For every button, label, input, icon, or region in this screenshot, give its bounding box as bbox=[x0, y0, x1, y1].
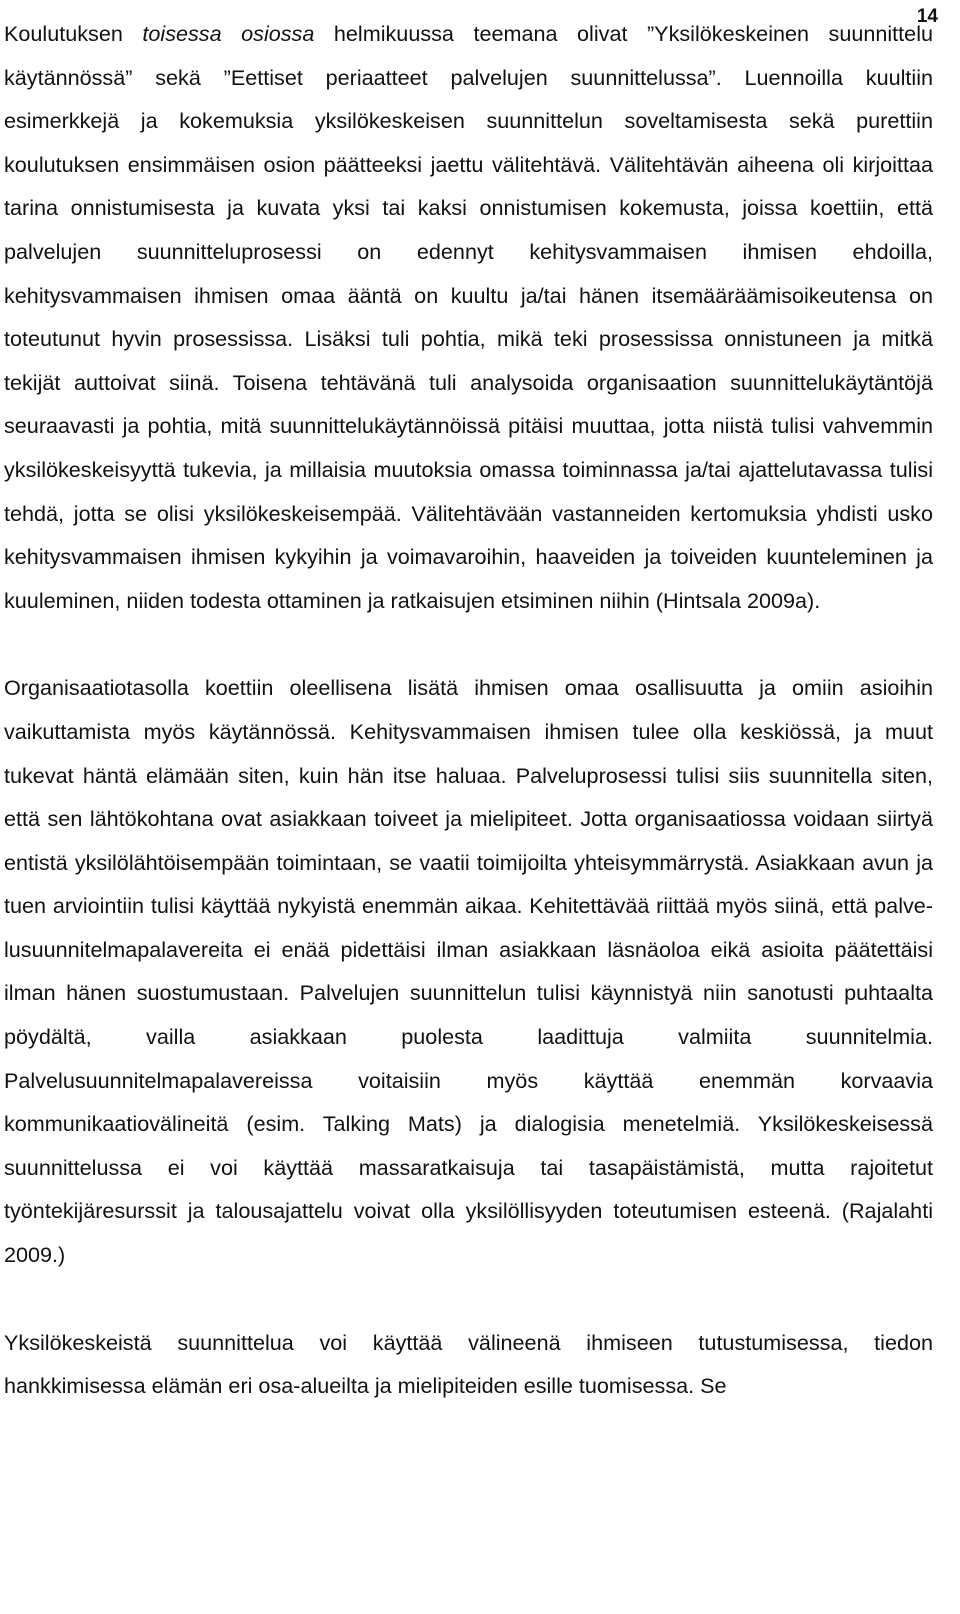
paragraph-1-emphasis: toisessa osiossa bbox=[142, 21, 315, 46]
paragraph-3: Yksilökeskeistä suunnittelua voi käyttää välineenä ihmiseen tutustumisessa, tiedon hankkimisessa elämän eri osa-alueilta ja mielipiteiden esille tuomisessa. Se bbox=[4, 1329, 933, 1399]
paragraph-1-body: helmikuussa teemana olivat ”Yksilökeskeinen suunnittelu käytännössä” sekä ”Eettiset periaatteet palvelujen suunnittelussa”. Luennoilla kuultiin esimerkkejä ja kokemuksia yksilökeskeisen suunnittelun soveltamisesta sekä purettiin koulutuksen ensimmäisen osion päätteeksi jaettu välitehtävä. Välitehtävän aiheena oli kirjoittaa tarina onnistumisesta ja kuvata yksi tai kaksi onnistumisen kokemusta, joissa koettiin, että palvelujen suunnitteluprosessi on edennyt kehitysvammaisen ihmisen ehdoilla, kehitysvammaisen ihmisen omaa ääntä on kuultu ja/tai hänen itsemääräämisoikeutensa on toteutunut hyvin prosessissa. Lisäksi tuli pohtia, mikä teki prosessissa onnistuneen ja mitkä tekijät auttoivat siinä. Toisena tehtävänä tuli analysoida organisaation suunnittelukäytäntöjä seuraavasti ja pohtia, mitä suunnittelukäytännöissä pitäisi muuttaa, jotta niistä tulisi vahvemmin yksilökeskeisyyttä tukevia, ja millaisia muutoksia omassa toiminnassa ja/tai ajattelutavassa tulisi tehdä, jotta se olisi yksilökeskeisempää. Välitehtävään vastanneiden kertomuksia yhdisti usko kehitysvammaisen ihmisen kykyihin ja voimavaroihin, haaveiden ja toiveiden kuunteleminen ja kuuleminen, niiden todesta ottaminen ja ratkaisujen etsiminen niihin (Hintsala 2009a). bbox=[4, 21, 934, 613]
paragraph-1-intro: Koulutuksen bbox=[4, 21, 143, 46]
paragraph-gap bbox=[4, 1277, 933, 1321]
paragraph-gap bbox=[4, 622, 933, 666]
paragraph-1 bbox=[4, 12, 933, 622]
paragraph-2: Organisaatiotasolla koettiin oleellisena lisätä ihmisen omaa osallisuutta ja omiin asioihin vaikuttamista myös käytännössä. Kehitysvammaisen ihmisen tulee olla keskiössä, ja muut tukevat häntä elämään siten, kuin hän itse haluaa. Palveluprosessi tulisi siis suunnitella siten, että sen lähtökohtana ovat asiakkaan toiveet ja mielipiteet. Jotta organisaatiossa voidaan siirtyä entistä yksilölähtöisempään toimintaan, se vaatii toimijoilta yhteisymmärrystä. Asiakkaan avun ja tuen arviointiin tulisi käyttää nykyistä enemmän aikaa. Kehitettävää riittää myös siinä, että palvelusuunnitelmapalavereita ei enää pidettäisi ilman asiakkaan läsnäoloa eikä asioita päätettäisi ilman hänen suostumustaan. Palvelujen suunnittelun tulisi käynnistyä niin sanotusti puhtaalta pöydältä, vailla asiakkaan puolesta laadittuja valmiita suunnitelmia. Palvelusuunnitelmapalavereissa voitaisiin myös käyttää enemmän korvaavia kommunikaatiovälineitä (esim. Talking Mats) ja dialogisia menetelmiä. Yksilökeskeisessä suunnittelussa ei voi käyttää massaratkaisuja tai tasapäistämistä, mutta rajoitetut työntekijäresurssit ja talousajattelu voivat olla yksilöllisyyden toteutumisen esteenä. (Rajalahti 2009.) bbox=[4, 675, 933, 1268]
page-number: 14 bbox=[916, 6, 938, 27]
document-body bbox=[4, 12, 933, 1408]
